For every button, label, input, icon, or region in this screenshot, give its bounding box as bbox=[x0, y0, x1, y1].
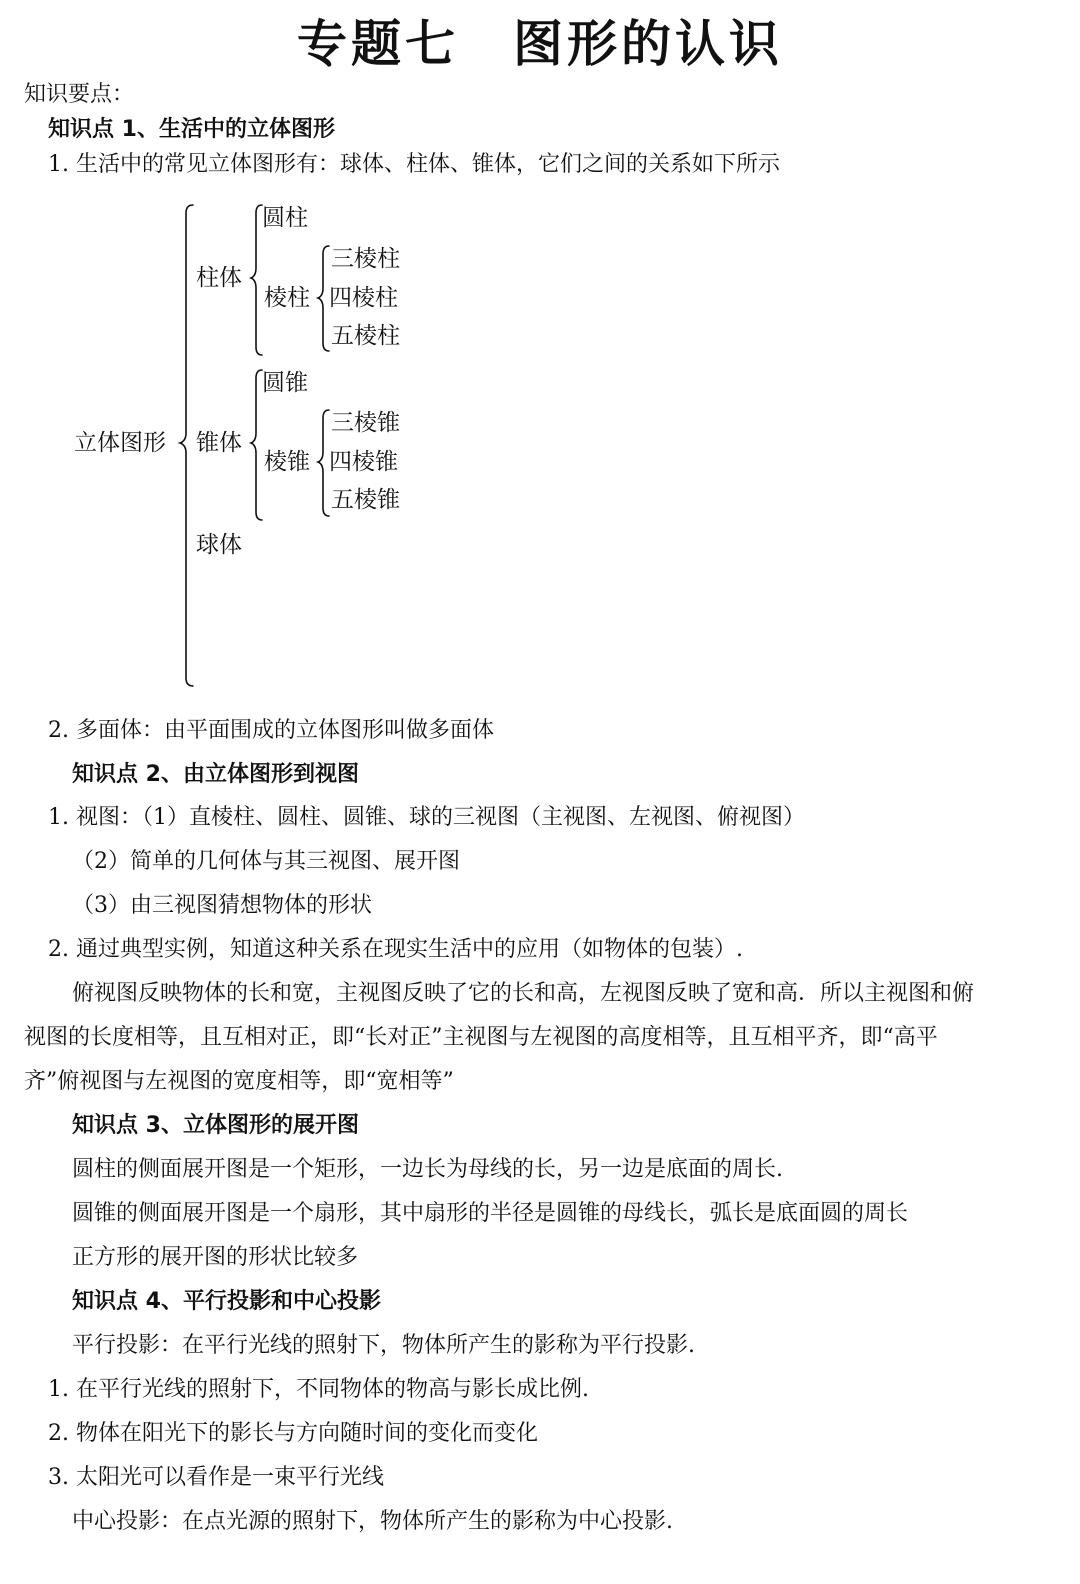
diagram-prism-kind: 五棱柱 bbox=[331, 323, 400, 349]
intro-label: 知识要点： bbox=[24, 82, 135, 107]
kp4-line-4: 3. 太阳光可以看作是一束平行光线 bbox=[48, 1465, 384, 1490]
kp3-line-1: 圆柱的侧面展开图是一个矩形，一边长为母线的长，另一边是底面的周长. bbox=[72, 1157, 783, 1182]
diagram-cone-label: 圆锥 bbox=[262, 370, 308, 396]
diagram-prism-kind: 三棱柱 bbox=[331, 246, 400, 272]
kp2-line-3: （3）由三视图猜想物体的形状 bbox=[72, 893, 372, 918]
brace-lines bbox=[0, 0, 1080, 720]
diagram-sphere-label: 球体 bbox=[196, 532, 242, 558]
diagram-prism-kind: 四棱柱 bbox=[329, 285, 398, 311]
kp2-line-4: 2. 通过典型实例，知道这种关系在现实生活中的应用（如物体的包装）. bbox=[48, 937, 743, 962]
diagram-root-label: 立体图形 bbox=[74, 430, 166, 456]
diagram-pyramid-label: 棱锥 bbox=[264, 449, 310, 475]
kp2-heading: 知识点 2、由立体图形到视图 bbox=[72, 762, 359, 787]
kp3-heading: 知识点 3、立体图形的展开图 bbox=[72, 1113, 359, 1138]
kp4-line-2: 1. 在平行光线的照射下，不同物体的物高与影长成比例. bbox=[48, 1377, 589, 1402]
kp4-line-1: 平行投影：在平行光线的照射下，物体所产生的影称为平行投影. bbox=[72, 1333, 695, 1358]
kp1-point-1: 1. 生活中的常见立体图形有：球体、柱体、锥体，它们之间的关系如下所示 bbox=[48, 152, 780, 177]
kp2-line-2: （2）简单的几何体与其三视图、展开图 bbox=[72, 849, 460, 874]
brace-prism bbox=[318, 246, 329, 351]
kp2-paragraph-line: 视图的长度相等，且互相对正，即“长对正”主视图与左视图的高度相等，且互相平齐，即“高平 bbox=[24, 1025, 938, 1050]
kp4-line-5: 中心投影：在点光源的照射下，物体所产生的影称为中心投影. bbox=[72, 1509, 673, 1534]
brace-prism-group bbox=[251, 205, 262, 355]
brace-pyramid bbox=[318, 410, 329, 516]
kp4-heading: 知识点 4、平行投影和中心投影 bbox=[72, 1289, 381, 1314]
diagram-pyramid-kind: 五棱锥 bbox=[331, 487, 400, 513]
diagram-prism-label: 棱柱 bbox=[264, 285, 310, 311]
kp2-line-1: 1. 视图：（1）直棱柱、圆柱、圆锥、球的三视图（主视图、左视图、俯视图） bbox=[48, 805, 805, 830]
kp1-point-2: 2. 多面体：由平面围成的立体图形叫做多面体 bbox=[48, 718, 494, 743]
kp2-paragraph-line: 齐”俯视图与左视图的宽度相等，即“宽相等” bbox=[24, 1069, 454, 1094]
kp1-heading: 知识点 1、生活中的立体图形 bbox=[48, 117, 335, 142]
diagram-cylinder-label: 圆柱 bbox=[262, 205, 308, 231]
diagram-cone-group-label: 锥体 bbox=[196, 430, 242, 456]
brace-cone-group bbox=[251, 370, 262, 520]
kp3-line-2: 圆锥的侧面展开图是一个扇形，其中扇形的半径是圆锥的母线长，弧长是底面圆的周长 bbox=[72, 1201, 909, 1226]
page-title: 专题七 图形的认识 bbox=[297, 14, 783, 73]
diagram-prism-group-label: 柱体 bbox=[196, 265, 242, 291]
kp2-paragraph-line: 俯视图反映物体的长和宽，主视图反映了它的长和高，左视图反映了宽和高．所以主视图和俯 bbox=[72, 981, 975, 1006]
kp3-line-3: 正方形的展开图的形状比较多 bbox=[72, 1245, 359, 1270]
kp4-line-3: 2. 物体在阳光下的影长与方向随时间的变化而变化 bbox=[48, 1421, 538, 1446]
brace-root bbox=[180, 205, 193, 686]
diagram-pyramid-kind: 三棱锥 bbox=[331, 410, 400, 436]
diagram-pyramid-kind: 四棱锥 bbox=[329, 449, 398, 475]
